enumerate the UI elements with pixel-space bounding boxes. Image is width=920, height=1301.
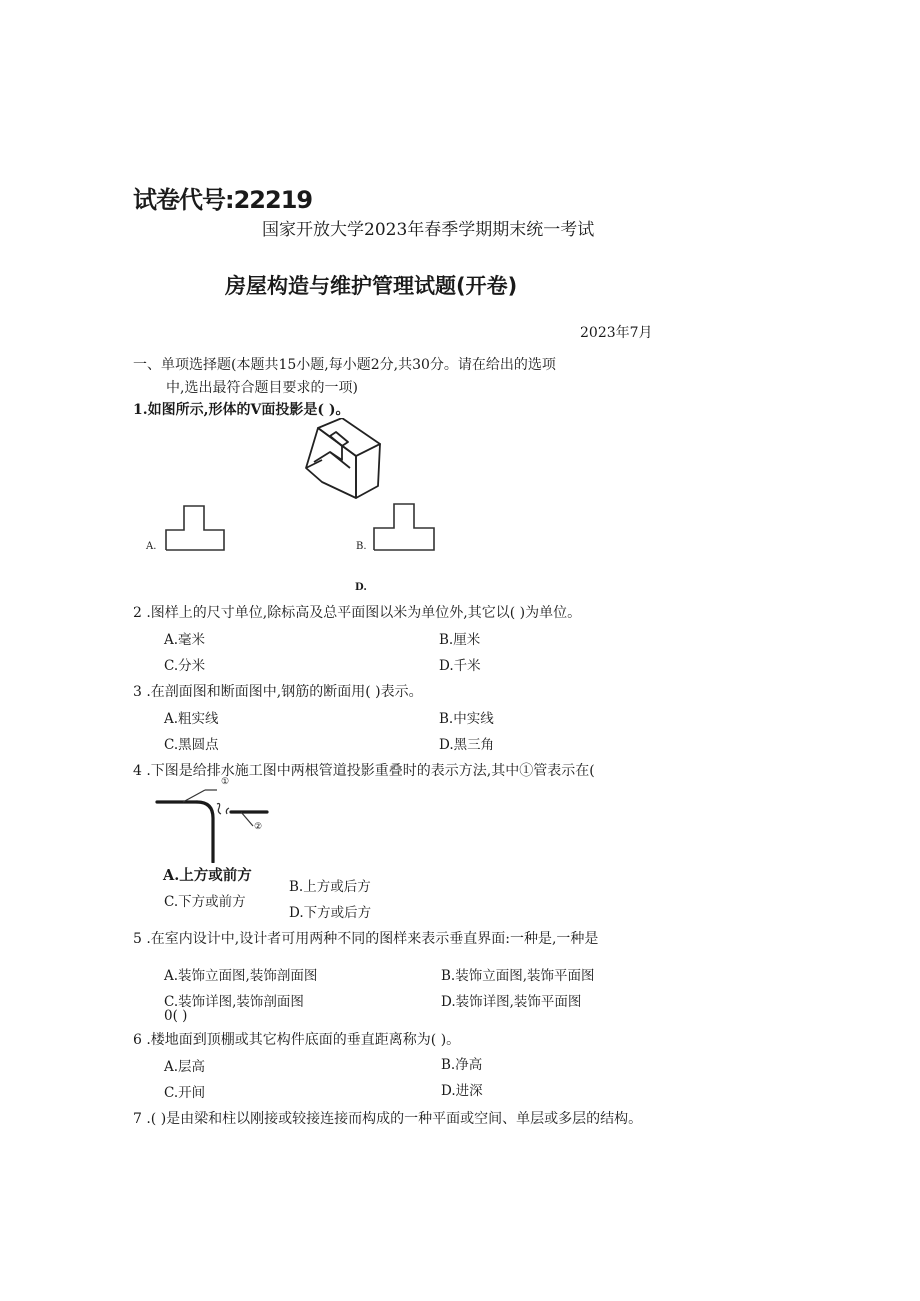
q4-option-b: B.上方或后方	[289, 879, 371, 895]
question-1-stem: 1.如图所示,形体的V面投影是( )。	[133, 402, 350, 418]
pipe-marker-1: ①	[221, 777, 230, 787]
question-6-stem: 6 .楼地面到顶棚或其它构件底面的垂直距离称为( )。	[133, 1032, 461, 1048]
q2-option-d: D.千米	[439, 658, 481, 674]
q5-answer-blank: 0( )	[164, 1008, 188, 1024]
pipe-marker-2: ②	[254, 822, 263, 832]
question-2-stem: 2 .图样上的尺寸单位,除标高及总平面图以米为单位外,其它以( )为单位。	[133, 605, 582, 621]
q3-option-d: D.黑三角	[439, 737, 495, 753]
q3-option-a: A.粗实线	[164, 711, 219, 727]
q2-option-b: B.厘米	[439, 632, 481, 648]
q6-option-d: D.进深	[441, 1083, 483, 1099]
q5-option-c: C.装饰详图,装饰剖面图	[164, 994, 304, 1010]
exam-title: 房屋构造与维护管理试题(开卷)	[225, 274, 518, 298]
q5-option-d: D.装饰详图,装饰平面图	[441, 994, 582, 1010]
exam-date: 2023年7月	[580, 325, 653, 341]
q4-option-a: A.上方或前方	[163, 867, 252, 884]
q4-option-d: D.下方或后方	[289, 905, 372, 921]
question-4-stem: 4 .下图是给排水施工图中两根管道投影重叠时的表示方法,其中①管表示在(	[133, 763, 595, 779]
q1-option-d-label: D.	[355, 582, 367, 593]
q4-option-c: C.下方或前方	[164, 894, 246, 910]
q3-option-c: C.黑圆点	[164, 737, 219, 753]
q4-pipe-diagram	[155, 778, 275, 863]
section-heading-cont: 中,选出最符合题目要求的一项)	[166, 380, 358, 396]
paper-code: 试卷代号:22219	[133, 186, 313, 214]
q6-option-b: B.净高	[441, 1057, 483, 1073]
question-3-stem: 3 .在剖面图和断面图中,钢筋的断面用( )表示。	[133, 684, 423, 700]
q5-option-a: A.装饰立面图,装饰剖面图	[164, 968, 318, 984]
question-5-stem: 5 .在室内设计中,设计者可用两种不同的图样来表示垂直界面:一种是,一种是	[133, 931, 599, 947]
q1-option-a-label: A.	[146, 541, 157, 552]
section-heading: 一、单项选择题(本题共15小题,每小题2分,共30分。请在给出的选项	[133, 357, 556, 373]
q6-option-a: A.层高	[164, 1059, 206, 1075]
q3-option-b: B.中实线	[439, 711, 494, 727]
q6-option-c: C.开间	[164, 1085, 206, 1101]
q5-option-b: B.装饰立面图,装饰平面图	[441, 968, 595, 984]
q2-option-a: A.毫米	[164, 632, 206, 648]
question-7-stem: 7 .( )是由梁和柱以刚接或较接连接而构成的一种平面或空间、单层或多层的结构。	[133, 1111, 643, 1127]
exam-university-line: 国家开放大学2023年春季学期期末统一考试	[262, 220, 595, 240]
q1-isometric-figure	[300, 418, 385, 500]
q1-option-b-label: B.	[356, 541, 367, 552]
q2-option-c: C.分米	[164, 658, 206, 674]
